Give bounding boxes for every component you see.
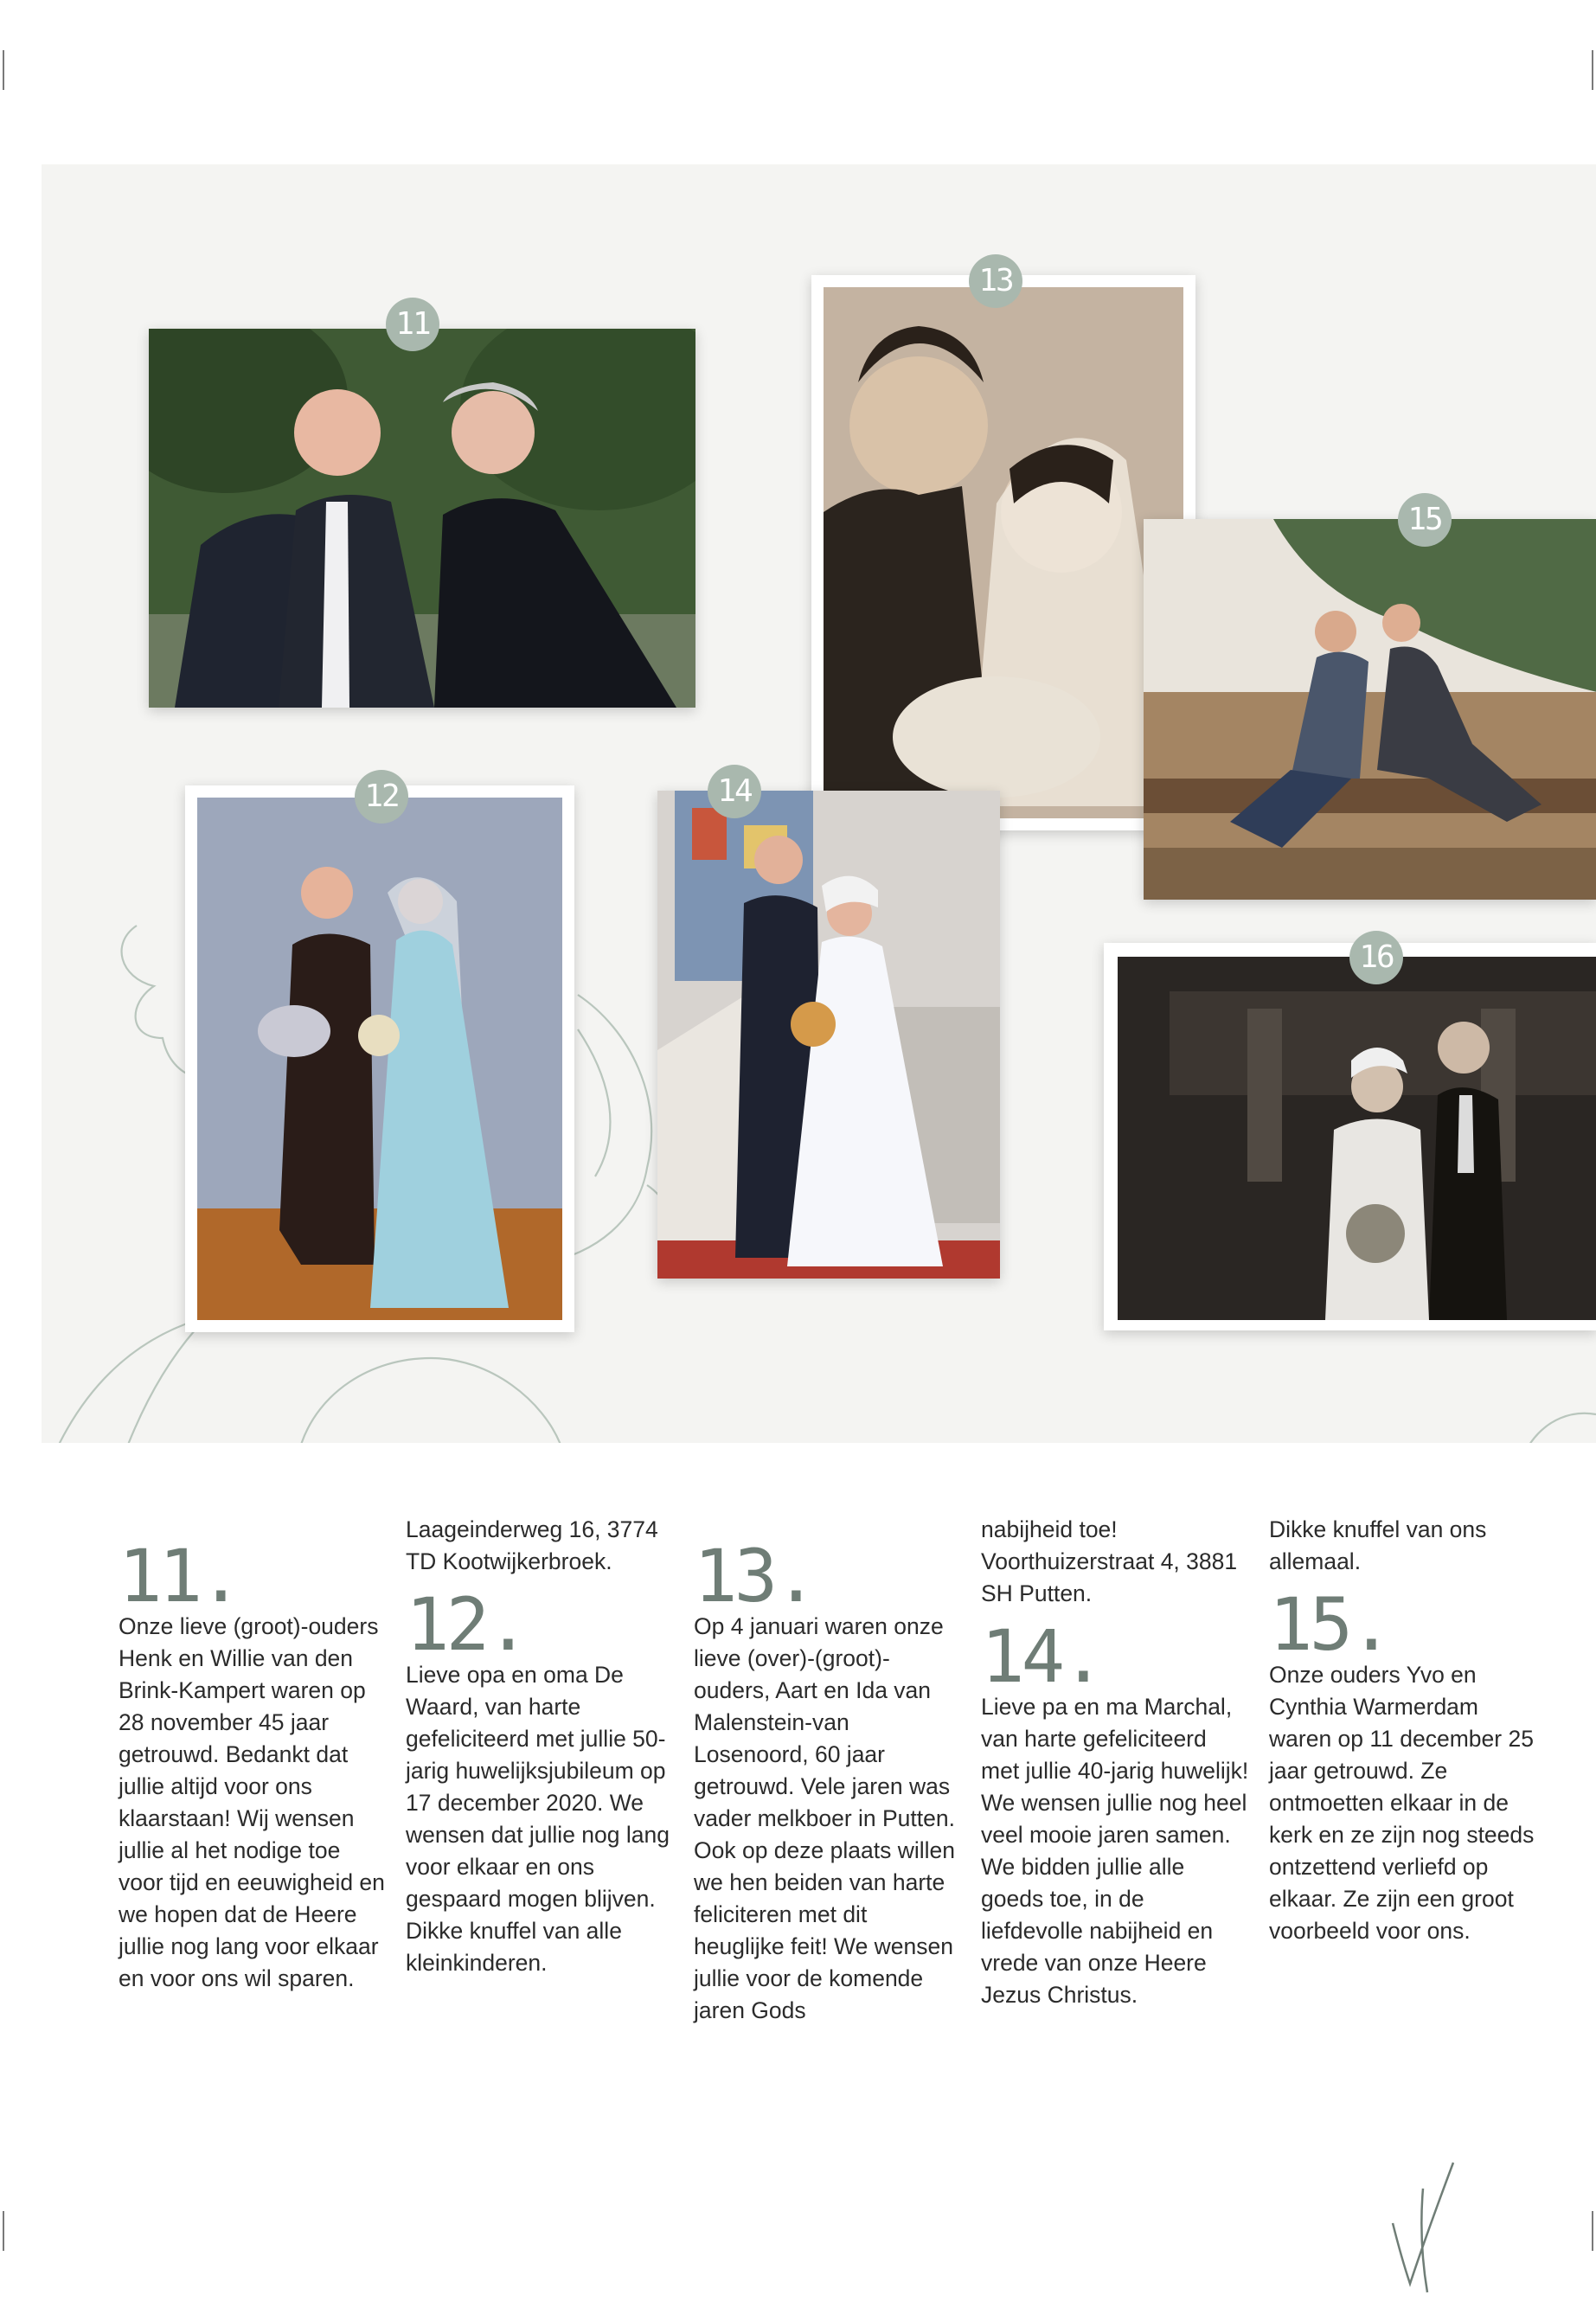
entry-text-13-continued: nabijheid toe! Voorthuizerstraat 4, 3881 SH Putten. bbox=[981, 1516, 1238, 1606]
photo-number-badge-13: 13 bbox=[969, 254, 1022, 308]
photo-couple-12 bbox=[185, 785, 574, 1332]
entry-text-14-continued: Dikke knuffel van ons allemaal. bbox=[1269, 1516, 1487, 1574]
entry-text-11: Onze lieve (groot)-ouders Henk en Willie van den Brink-Kampert waren op 28 november 45 jaar getrouwd. Bedankt dat jullie altijd voor ons klaarstaan! Wij wensen jullie al het nodige toe voor tijd en eeuwigheid en we hopen dat de Heere jullie nog lang voor elkaar en voor ons wil sparen. bbox=[119, 1613, 385, 1991]
entry-text-13: Op 4 januari waren onze lieve (over)-(groot)-ouders, Aart en Ida van Malenstein-van Losenoord, 60 jaar getrouwd. Vele jaren was vader melkboer in Putten. Ook op deze plaats willen we hen beiden van harte feliciteren met dit heuglijke feit! We wensen jullie voor de komende jaren Gods bbox=[694, 1613, 955, 2023]
photo-number-badge-16: 16 bbox=[1349, 931, 1403, 984]
entry-text-11-continued: Laageinderweg 16, 3774 TD Kootwijkerbroek. bbox=[406, 1516, 658, 1574]
crop-mark-bottom-left bbox=[3, 2211, 4, 2251]
photo-couple-13 bbox=[811, 275, 1195, 830]
entry-number-14: 14. bbox=[981, 1614, 1102, 1699]
text-column-2 bbox=[406, 1514, 674, 1979]
entry-number-11: 11. bbox=[119, 1534, 240, 1618]
photo-collage-panel bbox=[42, 164, 1596, 1443]
photo-number-badge-14: 14 bbox=[708, 765, 761, 818]
photo-couple-11 bbox=[149, 329, 695, 708]
entry-text-14: Lieve pa en ma Marchal, van harte gefeliciteerd met jullie 40-jarig huwelijk! We wensen jullie nog heel veel mooie jaren samen. We bidden jullie alle goeds toe, in de liefdevolle nabijheid en vrede van onze Heere Jezus Christus. bbox=[981, 1694, 1249, 2008]
entry-number-12: 12. bbox=[406, 1582, 527, 1667]
photo-couple-15 bbox=[1144, 519, 1596, 900]
entry-text-15: Onze ouders Yvo en Cynthia Warmerdam waren op 11 december 25 jaar getrouwd. Ze ontmoetten elkaar in de kerk en ze zijn nog steeds ontzettend verliefd op elkaar. Ze zijn een groot voorbeeld voor ons. bbox=[1269, 1662, 1535, 1944]
crop-mark-bottom-right bbox=[1592, 2211, 1593, 2251]
photo-number-badge-15: 15 bbox=[1398, 493, 1452, 547]
entry-number-13: 13. bbox=[694, 1534, 815, 1618]
text-column-1 bbox=[119, 1512, 387, 1995]
crop-mark-top-right bbox=[1592, 50, 1593, 90]
entry-number-15: 15. bbox=[1269, 1582, 1390, 1667]
text-column-3 bbox=[694, 1512, 962, 2027]
crop-mark-top-left bbox=[3, 50, 4, 90]
photo-number-badge-12: 12 bbox=[355, 770, 408, 824]
photo-number-badge-11: 11 bbox=[386, 298, 439, 351]
photo-couple-16 bbox=[1104, 943, 1596, 1330]
photo-couple-14 bbox=[657, 791, 1000, 1279]
text-column-5 bbox=[1269, 1514, 1537, 1947]
entry-text-12: Lieve opa en oma De Waard, van harte gefeliciteerd met jullie 50-jarig huwelijksjubileum op 17 december 2020. We wensen dat jullie nog lang voor elkaar en ons gespaard mogen blijven. Dikke knuffel van alle kleinkinderen. bbox=[406, 1662, 670, 1976]
pen-stroke-decoration bbox=[1375, 2154, 1471, 2301]
text-column-4 bbox=[981, 1514, 1249, 2011]
